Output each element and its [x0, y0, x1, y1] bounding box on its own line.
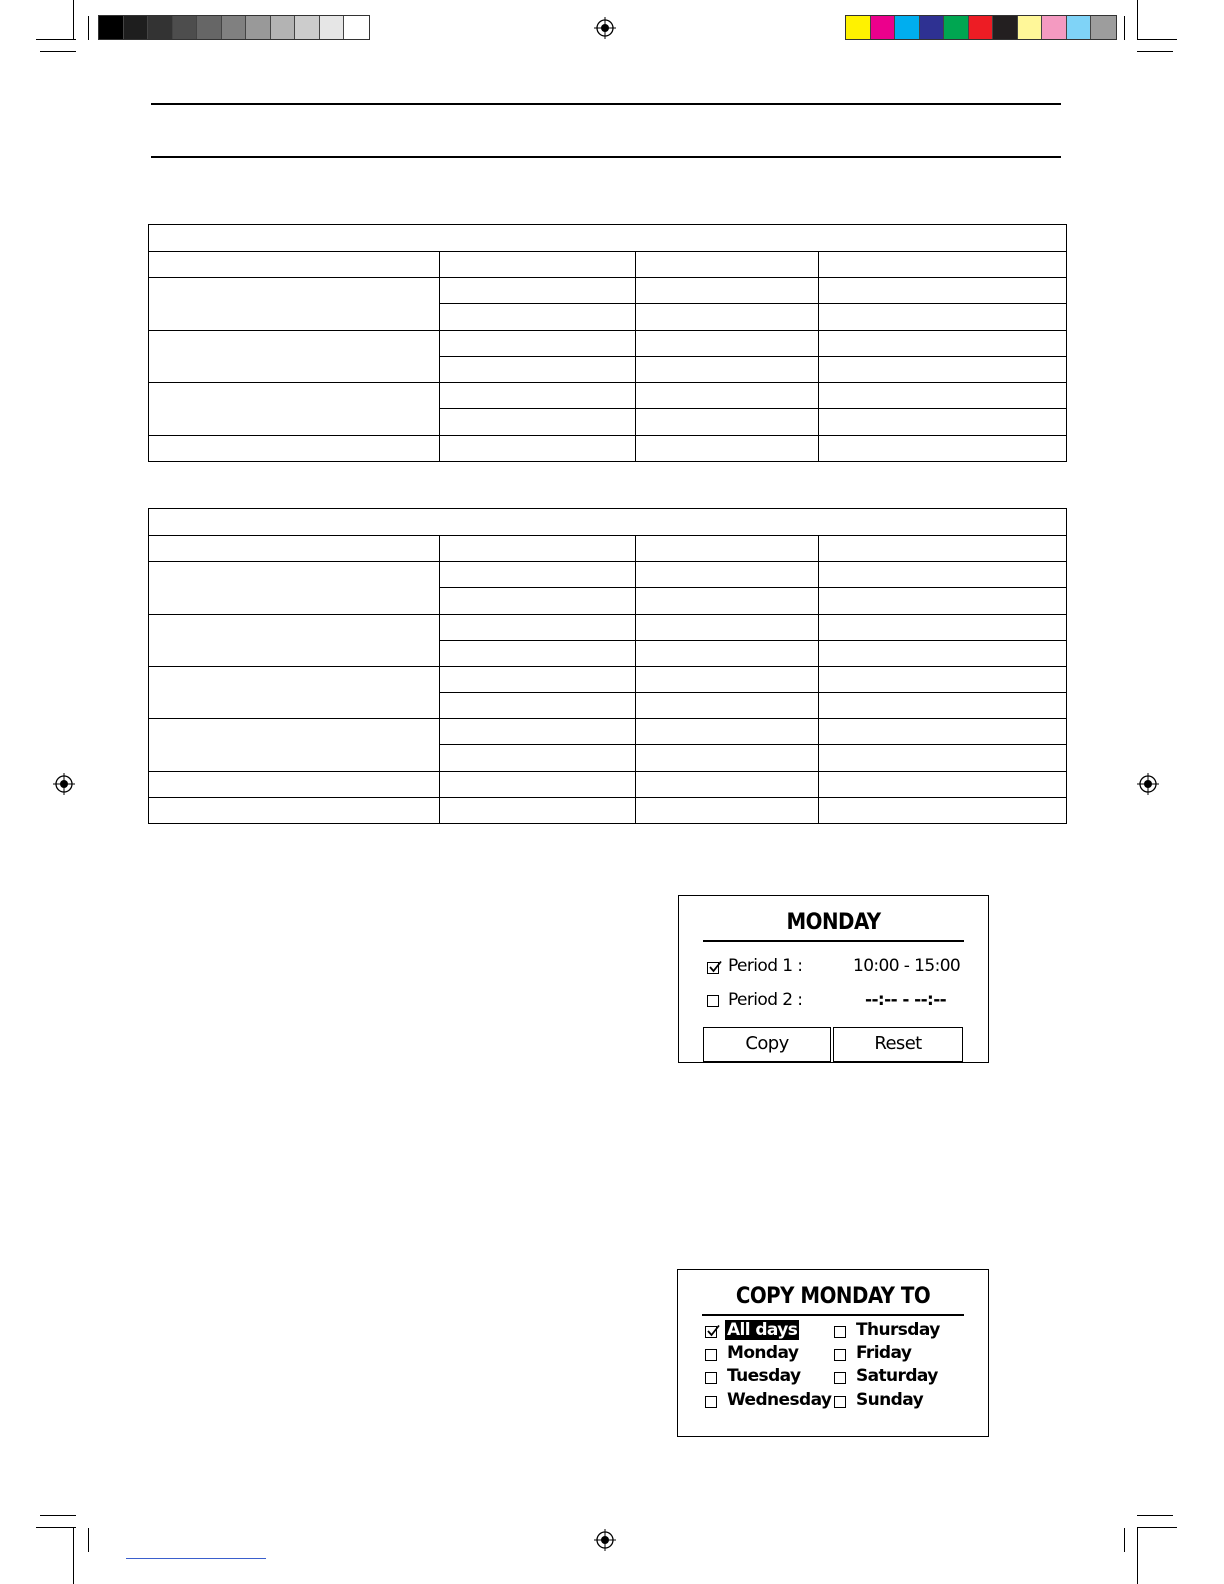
color-swatch — [1018, 16, 1043, 39]
table-cell — [440, 562, 636, 588]
color-swatch — [993, 16, 1018, 39]
table-cell — [440, 719, 636, 745]
table-cell — [636, 667, 819, 693]
table-cell — [636, 588, 819, 615]
table-cell — [636, 641, 819, 667]
table-cell — [149, 252, 440, 278]
color-swatch — [969, 16, 994, 39]
table-cell — [636, 615, 819, 641]
period-2-label: Period 2 : — [728, 990, 803, 1010]
header-rule-top — [151, 103, 1061, 105]
grayscale-swatch — [295, 16, 320, 39]
table-cell — [149, 331, 440, 383]
screen-title: MONDAY — [703, 908, 964, 942]
table-cell — [440, 798, 636, 824]
table-cell — [636, 304, 819, 331]
table-cell — [440, 772, 636, 798]
schedule-table-2 — [148, 508, 1067, 824]
table-cell — [149, 536, 440, 562]
all-days-checkbox[interactable] — [705, 1326, 717, 1338]
registration-mark-icon — [1137, 773, 1159, 795]
table-row — [149, 383, 1067, 409]
table-cell — [819, 798, 1067, 824]
table-cell — [819, 357, 1067, 383]
all-days-highlight: All days — [727, 1320, 798, 1340]
table-row — [149, 536, 1067, 562]
process-color-bar — [845, 15, 1117, 40]
wednesday-checkbox[interactable] — [705, 1396, 717, 1408]
table-cell — [819, 693, 1067, 719]
sunday-label: Sunday — [856, 1390, 924, 1410]
grayscale-swatch — [271, 16, 296, 39]
crop-mark — [73, 1528, 74, 1584]
table-cell — [819, 383, 1067, 409]
table-cell — [440, 436, 636, 462]
table-row — [149, 252, 1067, 278]
crop-mark — [1137, 51, 1173, 52]
table-cell — [440, 693, 636, 719]
grayscale-swatch — [124, 16, 149, 39]
crop-mark — [88, 1528, 89, 1552]
color-swatch — [895, 16, 920, 39]
thursday-label: Thursday — [856, 1320, 940, 1340]
table-header-row — [149, 225, 1067, 252]
table-cell — [819, 252, 1067, 278]
table-cell — [819, 719, 1067, 745]
table-cell — [636, 745, 819, 772]
tuesday-checkbox[interactable] — [705, 1372, 717, 1384]
table-cell — [149, 278, 440, 331]
monday-screen — [678, 895, 989, 1063]
crop-mark — [1137, 39, 1177, 40]
table-cell — [149, 562, 440, 615]
grayscale-swatch — [246, 16, 271, 39]
grayscale-swatch — [222, 16, 247, 39]
table-cell — [819, 304, 1067, 331]
table-cell — [636, 278, 819, 304]
schedule-table-1 — [148, 224, 1067, 462]
table-cell — [440, 667, 636, 693]
crop-mark — [1137, 1527, 1177, 1528]
table-cell — [440, 588, 636, 615]
table-cell — [819, 667, 1067, 693]
sunday-checkbox[interactable] — [834, 1396, 846, 1408]
table-cell — [149, 615, 440, 667]
grayscale-swatch — [320, 16, 345, 39]
table-cell — [636, 383, 819, 409]
table-cell — [819, 409, 1067, 436]
table-cell — [440, 641, 636, 667]
table-cell — [819, 436, 1067, 462]
friday-label: Friday — [856, 1343, 912, 1363]
header-rule-bottom — [151, 156, 1061, 158]
table-cell — [636, 798, 819, 824]
table-cell — [440, 745, 636, 772]
table-row — [149, 615, 1067, 641]
crop-mark — [40, 51, 76, 52]
table-cell — [819, 615, 1067, 641]
table-cell — [440, 252, 636, 278]
period-1-value[interactable]: 10:00 - 15:00 — [853, 956, 961, 976]
screen-title: COPY MONDAY TO — [702, 1282, 964, 1316]
grayscale-swatch — [197, 16, 222, 39]
table-cell — [149, 719, 440, 772]
thursday-checkbox[interactable] — [834, 1326, 846, 1338]
table-cell — [636, 719, 819, 745]
table-cell — [636, 772, 819, 798]
period-1-label: Period 1 : — [728, 956, 803, 976]
color-swatch — [1091, 16, 1116, 39]
table-cell — [149, 798, 440, 824]
all-days-label[interactable] — [725, 1320, 799, 1340]
crop-mark — [1124, 16, 1125, 40]
color-swatch — [1042, 16, 1067, 39]
table-row — [149, 772, 1067, 798]
tuesday-label: Tuesday — [727, 1366, 801, 1386]
friday-checkbox[interactable] — [834, 1349, 846, 1361]
table-row — [149, 667, 1067, 693]
grayscale-swatch — [173, 16, 198, 39]
table-row — [149, 436, 1067, 462]
period-2-checkbox[interactable] — [707, 995, 719, 1007]
table-cell — [819, 745, 1067, 772]
crop-mark — [73, 0, 74, 40]
period-1-checkbox[interactable] — [707, 962, 719, 974]
period-2-value[interactable]: --:-- - --:-- — [865, 990, 947, 1010]
table-cell — [636, 331, 819, 357]
grayscale-swatch — [99, 16, 124, 39]
checkmark-icon — [708, 960, 722, 974]
color-swatch — [846, 16, 871, 39]
table-cell — [819, 536, 1067, 562]
table-cell — [149, 225, 1067, 252]
color-swatch — [944, 16, 969, 39]
crop-mark — [36, 39, 76, 40]
wednesday-label: Wednesday — [727, 1390, 832, 1410]
crop-mark — [1137, 1515, 1173, 1516]
table-cell — [636, 693, 819, 719]
table-row — [149, 331, 1067, 357]
table-cell — [636, 436, 819, 462]
footer-link-underline — [126, 1558, 266, 1559]
monday-checkbox[interactable] — [705, 1349, 717, 1361]
table-cell — [819, 331, 1067, 357]
table-row — [149, 798, 1067, 824]
registration-mark-icon — [594, 1529, 616, 1551]
crop-mark — [1137, 1528, 1138, 1584]
table-cell — [819, 588, 1067, 615]
crop-mark — [36, 1527, 76, 1528]
grayscale-color-bar — [98, 15, 370, 40]
color-swatch — [871, 16, 896, 39]
grayscale-swatch — [344, 16, 369, 39]
table-cell — [636, 562, 819, 588]
table-cell — [440, 383, 636, 409]
crop-mark — [88, 16, 89, 40]
color-swatch — [1067, 16, 1092, 39]
table-cell — [636, 536, 819, 562]
copy-monday-screen — [677, 1269, 989, 1437]
table-cell — [636, 357, 819, 383]
crop-mark — [1124, 1528, 1125, 1552]
saturday-label: Saturday — [856, 1366, 938, 1386]
registration-mark-icon — [594, 17, 616, 39]
table-row — [149, 562, 1067, 588]
grayscale-swatch — [148, 16, 173, 39]
table-cell — [819, 641, 1067, 667]
table-cell — [819, 772, 1067, 798]
table-cell — [819, 562, 1067, 588]
table-cell — [440, 615, 636, 641]
table-header-row — [149, 509, 1067, 536]
color-swatch — [920, 16, 945, 39]
copy-button[interactable]: Copy — [703, 1027, 831, 1062]
table-cell — [149, 772, 440, 798]
table-cell — [149, 509, 1067, 536]
table-cell — [440, 304, 636, 331]
table-cell — [636, 252, 819, 278]
table-cell — [149, 667, 440, 719]
registration-mark-icon — [53, 773, 75, 795]
table-cell — [440, 536, 636, 562]
table-cell — [440, 331, 636, 357]
monday-label: Monday — [727, 1343, 799, 1363]
table-cell — [636, 409, 819, 436]
table-cell — [149, 383, 440, 436]
table-row — [149, 719, 1067, 745]
table-row — [149, 278, 1067, 304]
table-cell — [819, 278, 1067, 304]
crop-mark — [1137, 0, 1138, 40]
reset-button[interactable]: Reset — [833, 1027, 963, 1062]
table-cell — [440, 357, 636, 383]
saturday-checkbox[interactable] — [834, 1372, 846, 1384]
checkmark-icon — [706, 1324, 720, 1338]
crop-mark — [40, 1515, 76, 1516]
table-cell — [149, 436, 440, 462]
table-cell — [440, 278, 636, 304]
table-cell — [440, 409, 636, 436]
